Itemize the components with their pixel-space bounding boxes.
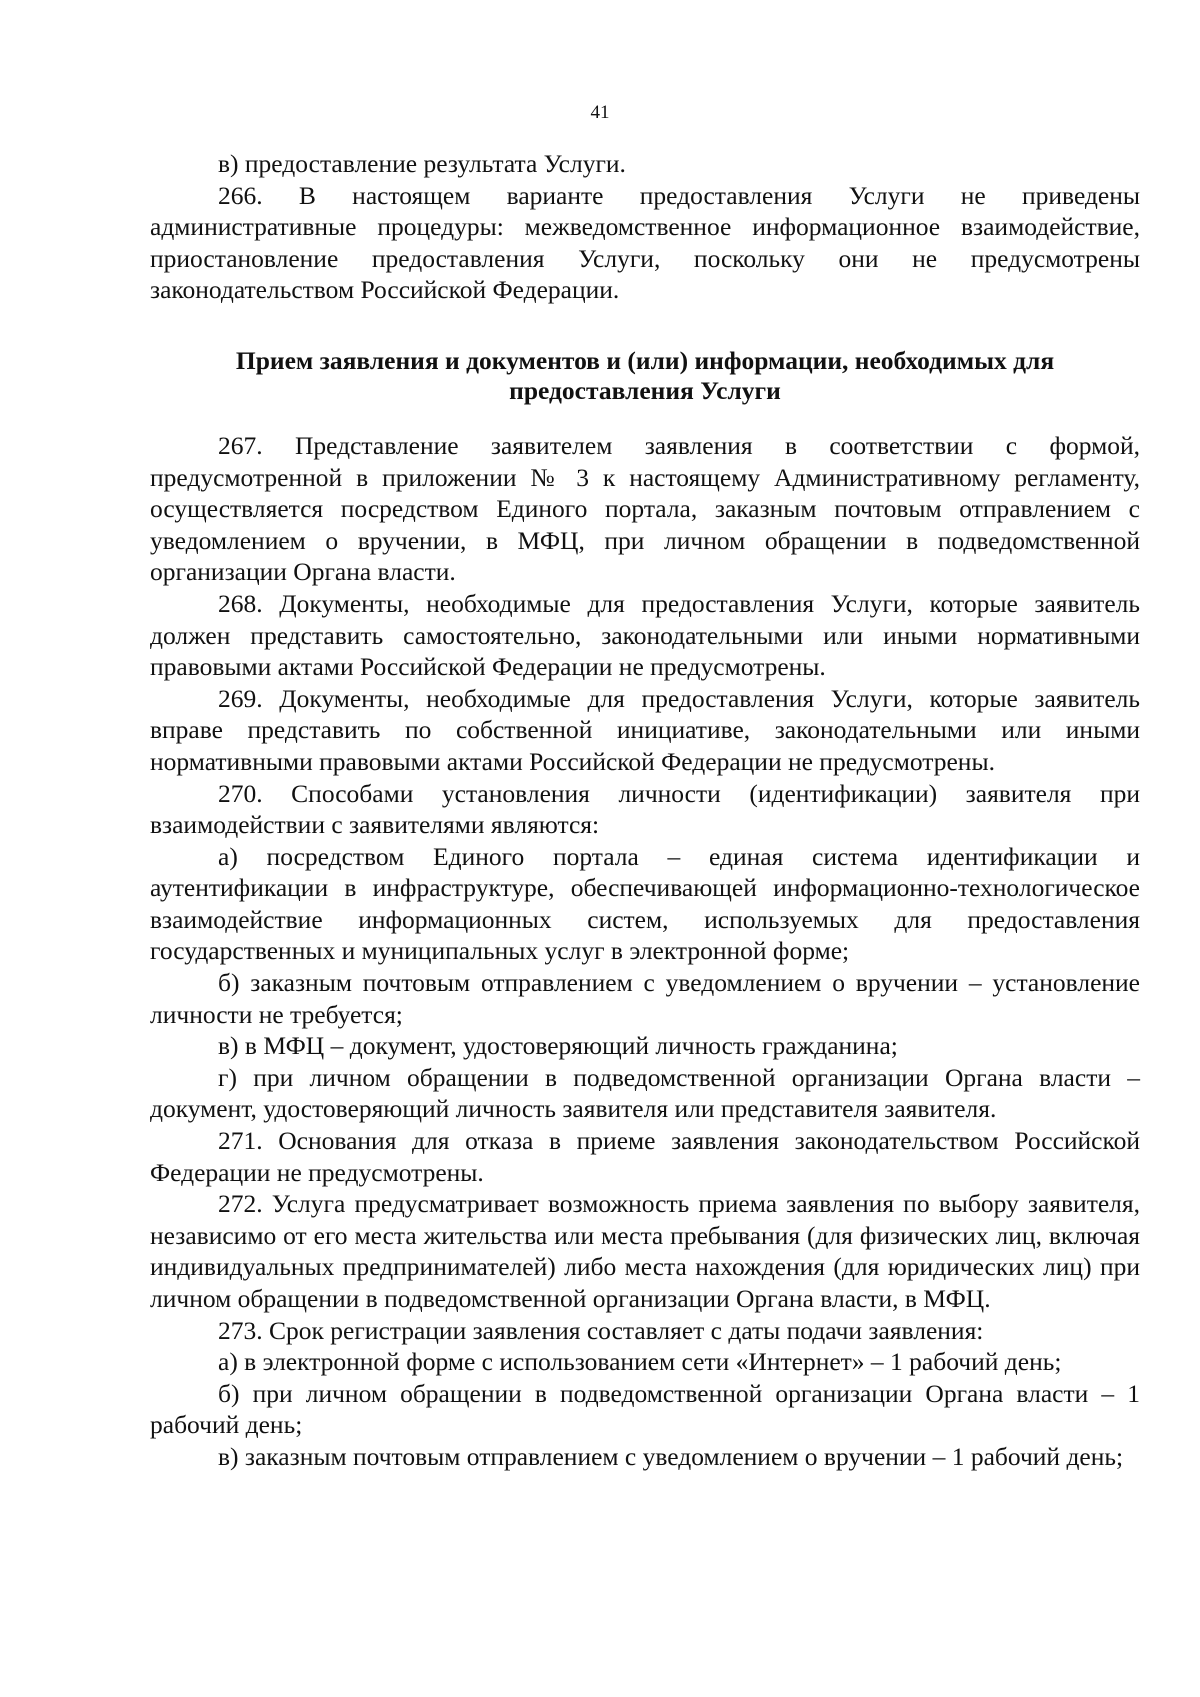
paragraph-269: 269. Документы, необходимые для предоставления Услуги, которые заявитель вправе представить по собственной инициативе, законодательными или иными нормативными правовыми актами Российской Федерации не предусмотрены. bbox=[150, 683, 1140, 776]
paragraph-272: 272. Услуга предусматривает возможность приема заявления по выбору заявителя, независимо от его места жительства или места пребывания (для физических лиц, включая индивидуальных предпринимателей) либо места нахождения (для юридических лиц) при личном обращении в подведомственной организации Органа власти, в МФЦ. bbox=[150, 1189, 1140, 1313]
paragraph-266: 266. В настоящем варианте предоставления Услуги не приведены административные процедуры: межведомственное информационное взаимодействие, приостановление предоставления Услуги, поскольку они не предусмотрены законодательством Российской Федерации. bbox=[150, 180, 1140, 305]
list-item-273-b: б) при личном обращении в подведомственной организации Органа власти – 1 рабочий день; bbox=[150, 1378, 1140, 1440]
list-item-273-v: в) заказным почтовым отправлением с уведомлением о вручении – 1 рабочий день; bbox=[218, 1441, 1124, 1471]
paragraph-273: 273. Срок регистрации заявления составляет с даты подачи заявления: bbox=[218, 1315, 984, 1345]
list-item-273-a: а) в электронной форме с использованием сети «Интернет» – 1 рабочий день; bbox=[218, 1347, 1062, 1377]
page-number: 41 bbox=[590, 102, 610, 123]
document-body bbox=[150, 148, 1140, 1473]
paragraph-271: 271. Основания для отказа в приеме заявления законодательством Российской Федерации не предусмотрены. bbox=[150, 1126, 1140, 1187]
paragraph-268: 268. Документы, необходимые для предоставления Услуги, которые заявитель должен представить самостоятельно, законодательными или иными нормативными правовыми актами Российской Федерации не предусмотрены. bbox=[150, 588, 1140, 682]
list-item-270-v: в) в МФЦ – документ, удостоверяющий личность гражданина; bbox=[218, 1031, 898, 1061]
section-heading: Прием заявления и документов и (или) информации, необходимых для предоставления Услуги bbox=[235, 345, 1055, 405]
list-item-270-b: б) заказным почтовым отправлением с уведомлением о вручении – установление личности не требуется; bbox=[150, 968, 1140, 1029]
list-item-270-a: а) посредством Единого портала – единая система идентификации и аутентификации в инфраструктуре, обеспечивающей информационно-технологическое взаимодействие информационных систем, используемых для предоставления государственных и муниципальных услуг в электронной форме; bbox=[150, 841, 1140, 966]
list-item-270-g: г) при личном обращении в подведомственной организации Органа власти – документ, удостоверяющий личность заявителя или представителя заявителя. bbox=[150, 1062, 1140, 1124]
paragraph-270: 270. Способами установления личности (идентификации) заявителя при взаимодействии с заявителями являются: bbox=[150, 778, 1140, 840]
paragraph-267: 267. Представление заявителем заявления в соответствии с формой, предусмотренной в приложении № 3 к настоящему Административному регламенту, осуществляется посредством Единого портала, заказным почтовым отправлением с уведомлением о вручении, в МФЦ, при личном обращении в подведомственной организации Органа власти. bbox=[150, 430, 1140, 587]
paragraph-result-item: в) предоставление результата Услуги. bbox=[218, 149, 626, 178]
